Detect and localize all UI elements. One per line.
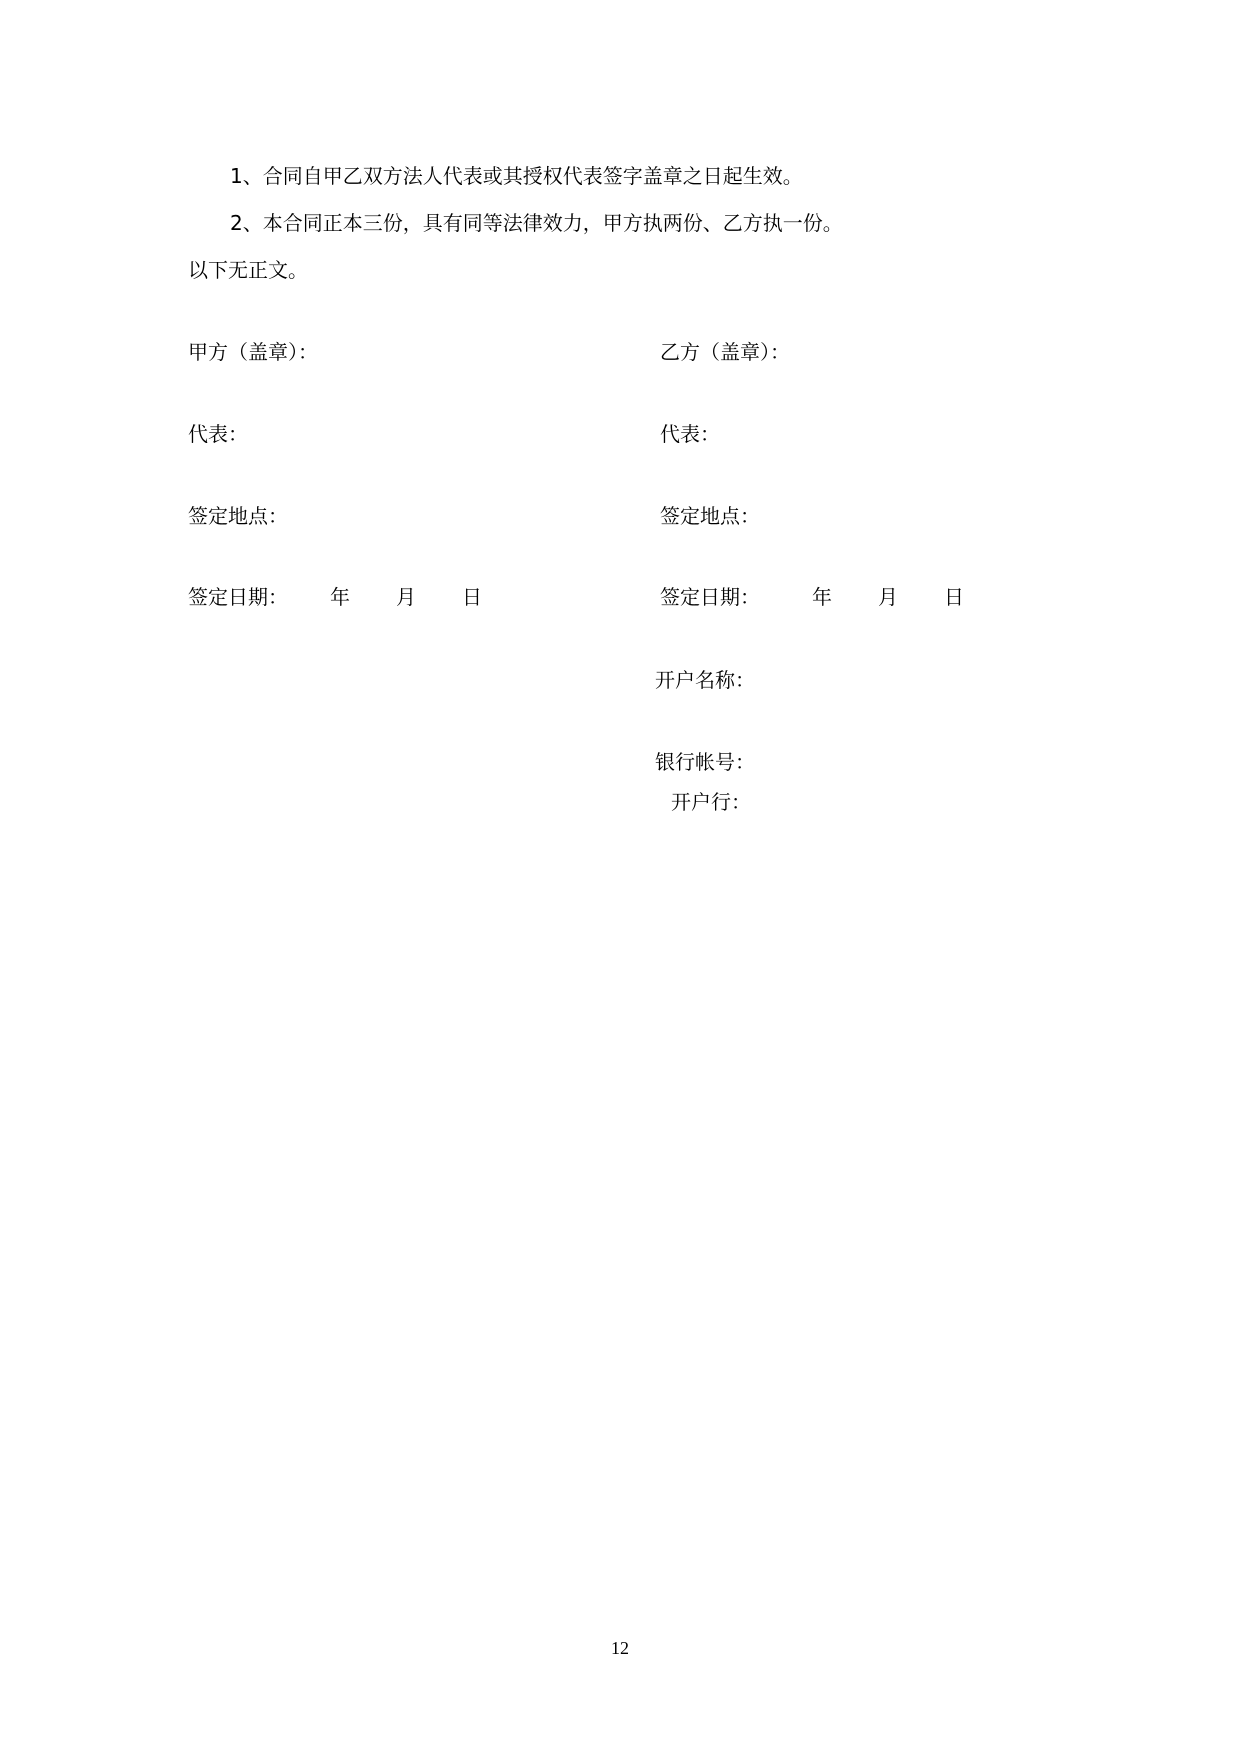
party-b-seal-label: 乙方（盖章）： bbox=[660, 340, 790, 364]
clause-1: 1、合同自甲乙双方法人代表或其授权代表签字盖章之日起生效。 bbox=[230, 164, 803, 188]
party-a-representative-label: 代表： bbox=[188, 422, 248, 446]
party-b-date-row bbox=[660, 583, 980, 611]
party-b-bank-label: 开户行： bbox=[671, 790, 751, 814]
party-b-year-label: 年 bbox=[812, 585, 832, 609]
party-a-month-label: 月 bbox=[396, 585, 416, 609]
party-b-month-label: 月 bbox=[878, 585, 898, 609]
party-a-year-label: 年 bbox=[330, 585, 350, 609]
party-a-day-label: 日 bbox=[462, 585, 482, 609]
party-b-date-label: 签定日期： bbox=[660, 585, 760, 609]
party-b-account-name-label: 开户名称： bbox=[655, 668, 755, 692]
party-a-date-label: 签定日期： bbox=[188, 585, 288, 609]
party-a-seal-label: 甲方（盖章）： bbox=[188, 340, 318, 364]
party-b-bank-account-label: 银行帐号： bbox=[655, 750, 755, 774]
end-note: 以下无正文。 bbox=[188, 258, 308, 282]
page-number: 12 bbox=[611, 1638, 629, 1658]
party-b-place-label: 签定地点： bbox=[660, 504, 760, 528]
party-a-place-label: 签定地点： bbox=[188, 504, 288, 528]
party-b-day-label: 日 bbox=[944, 585, 964, 609]
party-b-representative-label: 代表： bbox=[660, 422, 720, 446]
party-a-date-row bbox=[188, 583, 508, 611]
clause-2: 2、本合同正本三份，具有同等法律效力，甲方执两份、乙方执一份。 bbox=[230, 211, 843, 235]
